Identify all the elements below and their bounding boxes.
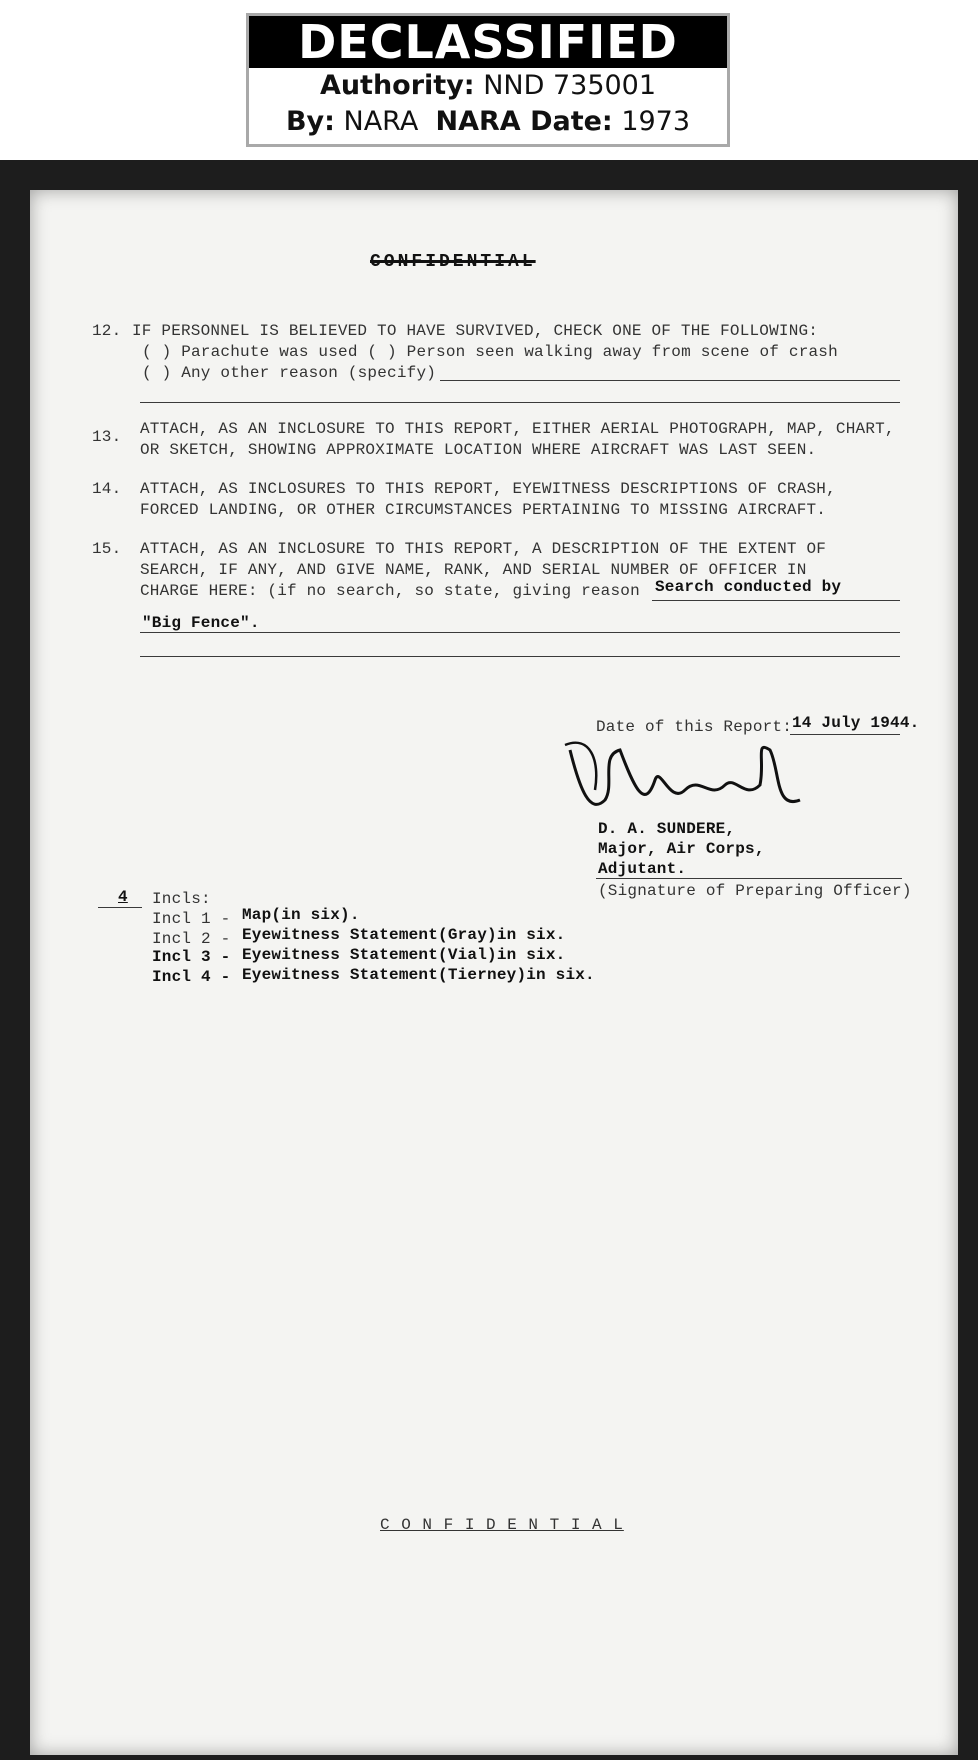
document-page [30, 190, 958, 1755]
item15-line2: SEARCH, IF ANY, AND GIVE NAME, RANK, AND SERIAL NUMBER OF OFFICER IN [140, 561, 807, 579]
date-label: NARA Date: [435, 106, 613, 137]
incl-value: Eyewitness Statement(Tierney)in six. [242, 966, 595, 984]
header-classification: CONFIDENTIAL [370, 252, 536, 272]
signature-line [596, 878, 902, 879]
item12-blank-line [140, 402, 900, 403]
declassified-stamp [246, 13, 730, 147]
incl-label: Incl 4 - [152, 968, 231, 986]
authority-value: NND 735001 [483, 70, 657, 101]
incl-label: Incl 3 - [152, 948, 231, 966]
item15-line3: CHARGE HERE: (if no search, so state, giving reason [140, 582, 640, 600]
incl-value: Map(in six). [242, 906, 360, 924]
date-value: 1973 [621, 106, 691, 137]
item14-number: 14. [92, 480, 122, 498]
signer-rank: Major, Air Corps, [598, 840, 765, 858]
incl-label: Incl 2 - [152, 930, 231, 948]
incls-count: 4 [118, 888, 128, 906]
item12-option1: ( ) Parachute was used ( ) Person seen walking away from scene of crash [142, 343, 838, 361]
incl-label: Incl 1 - [152, 910, 231, 928]
incls-count-line [98, 907, 142, 908]
item13-number: 13. [92, 428, 122, 446]
item15-answer-line3 [140, 656, 900, 657]
report-date-value: 14 July 1944. [792, 714, 920, 732]
item12-specify-line [440, 380, 900, 381]
item15-answer-line1 [652, 600, 900, 601]
stamp-authority [249, 68, 727, 104]
handwritten-signature [560, 730, 820, 820]
signature-caption: (Signature of Preparing Officer) [598, 882, 912, 900]
item15-answer1: Search conducted by [655, 578, 842, 596]
signer-title: Adjutant. [598, 860, 687, 878]
stamp-title: DECLASSIFIED [249, 16, 727, 68]
incl-value: Eyewitness Statement(Gray)in six. [242, 926, 566, 944]
item15-answer-line2 [140, 632, 900, 633]
item13-line1: ATTACH, AS AN INCLOSURE TO THIS REPORT, EITHER AERIAL PHOTOGRAPH, MAP, CHART, [140, 420, 895, 438]
item15-answer2: "Big Fence". [142, 614, 260, 632]
stamp-by-date [249, 104, 727, 140]
incls-label: Incls: [152, 890, 211, 908]
signer-name: D. A. SUNDERE, [598, 820, 736, 838]
item15-line1: ATTACH, AS AN INCLOSURE TO THIS REPORT, A DESCRIPTION OF THE EXTENT OF [140, 540, 827, 558]
item14-line2: FORCED LANDING, OR OTHER CIRCUMSTANCES PERTAINING TO MISSING AIRCRAFT. [140, 501, 827, 519]
item12-option2: ( ) Any other reason (specify) [142, 364, 437, 382]
authority-label: Authority: [319, 70, 475, 101]
report-date-label: Date of this Report: [596, 718, 793, 736]
item13-line2: OR SKETCH, SHOWING APPROXIMATE LOCATION WHERE AIRCRAFT WAS LAST SEEN. [140, 441, 817, 459]
by-label: By: [285, 106, 335, 137]
by-value: NARA [343, 106, 419, 137]
footer-classification: C O N F I D E N T I A L [380, 1516, 624, 1534]
item15-number: 15. [92, 540, 122, 558]
item12-text: IF PERSONNEL IS BELIEVED TO HAVE SURVIVED, CHECK ONE OF THE FOLLOWING: [132, 322, 819, 340]
item12-number: 12. [92, 322, 122, 340]
incl-value: Eyewitness Statement(Vial)in six. [242, 946, 566, 964]
item14-line1: ATTACH, AS INCLOSURES TO THIS REPORT, EYEWITNESS DESCRIPTIONS OF CRASH, [140, 480, 836, 498]
